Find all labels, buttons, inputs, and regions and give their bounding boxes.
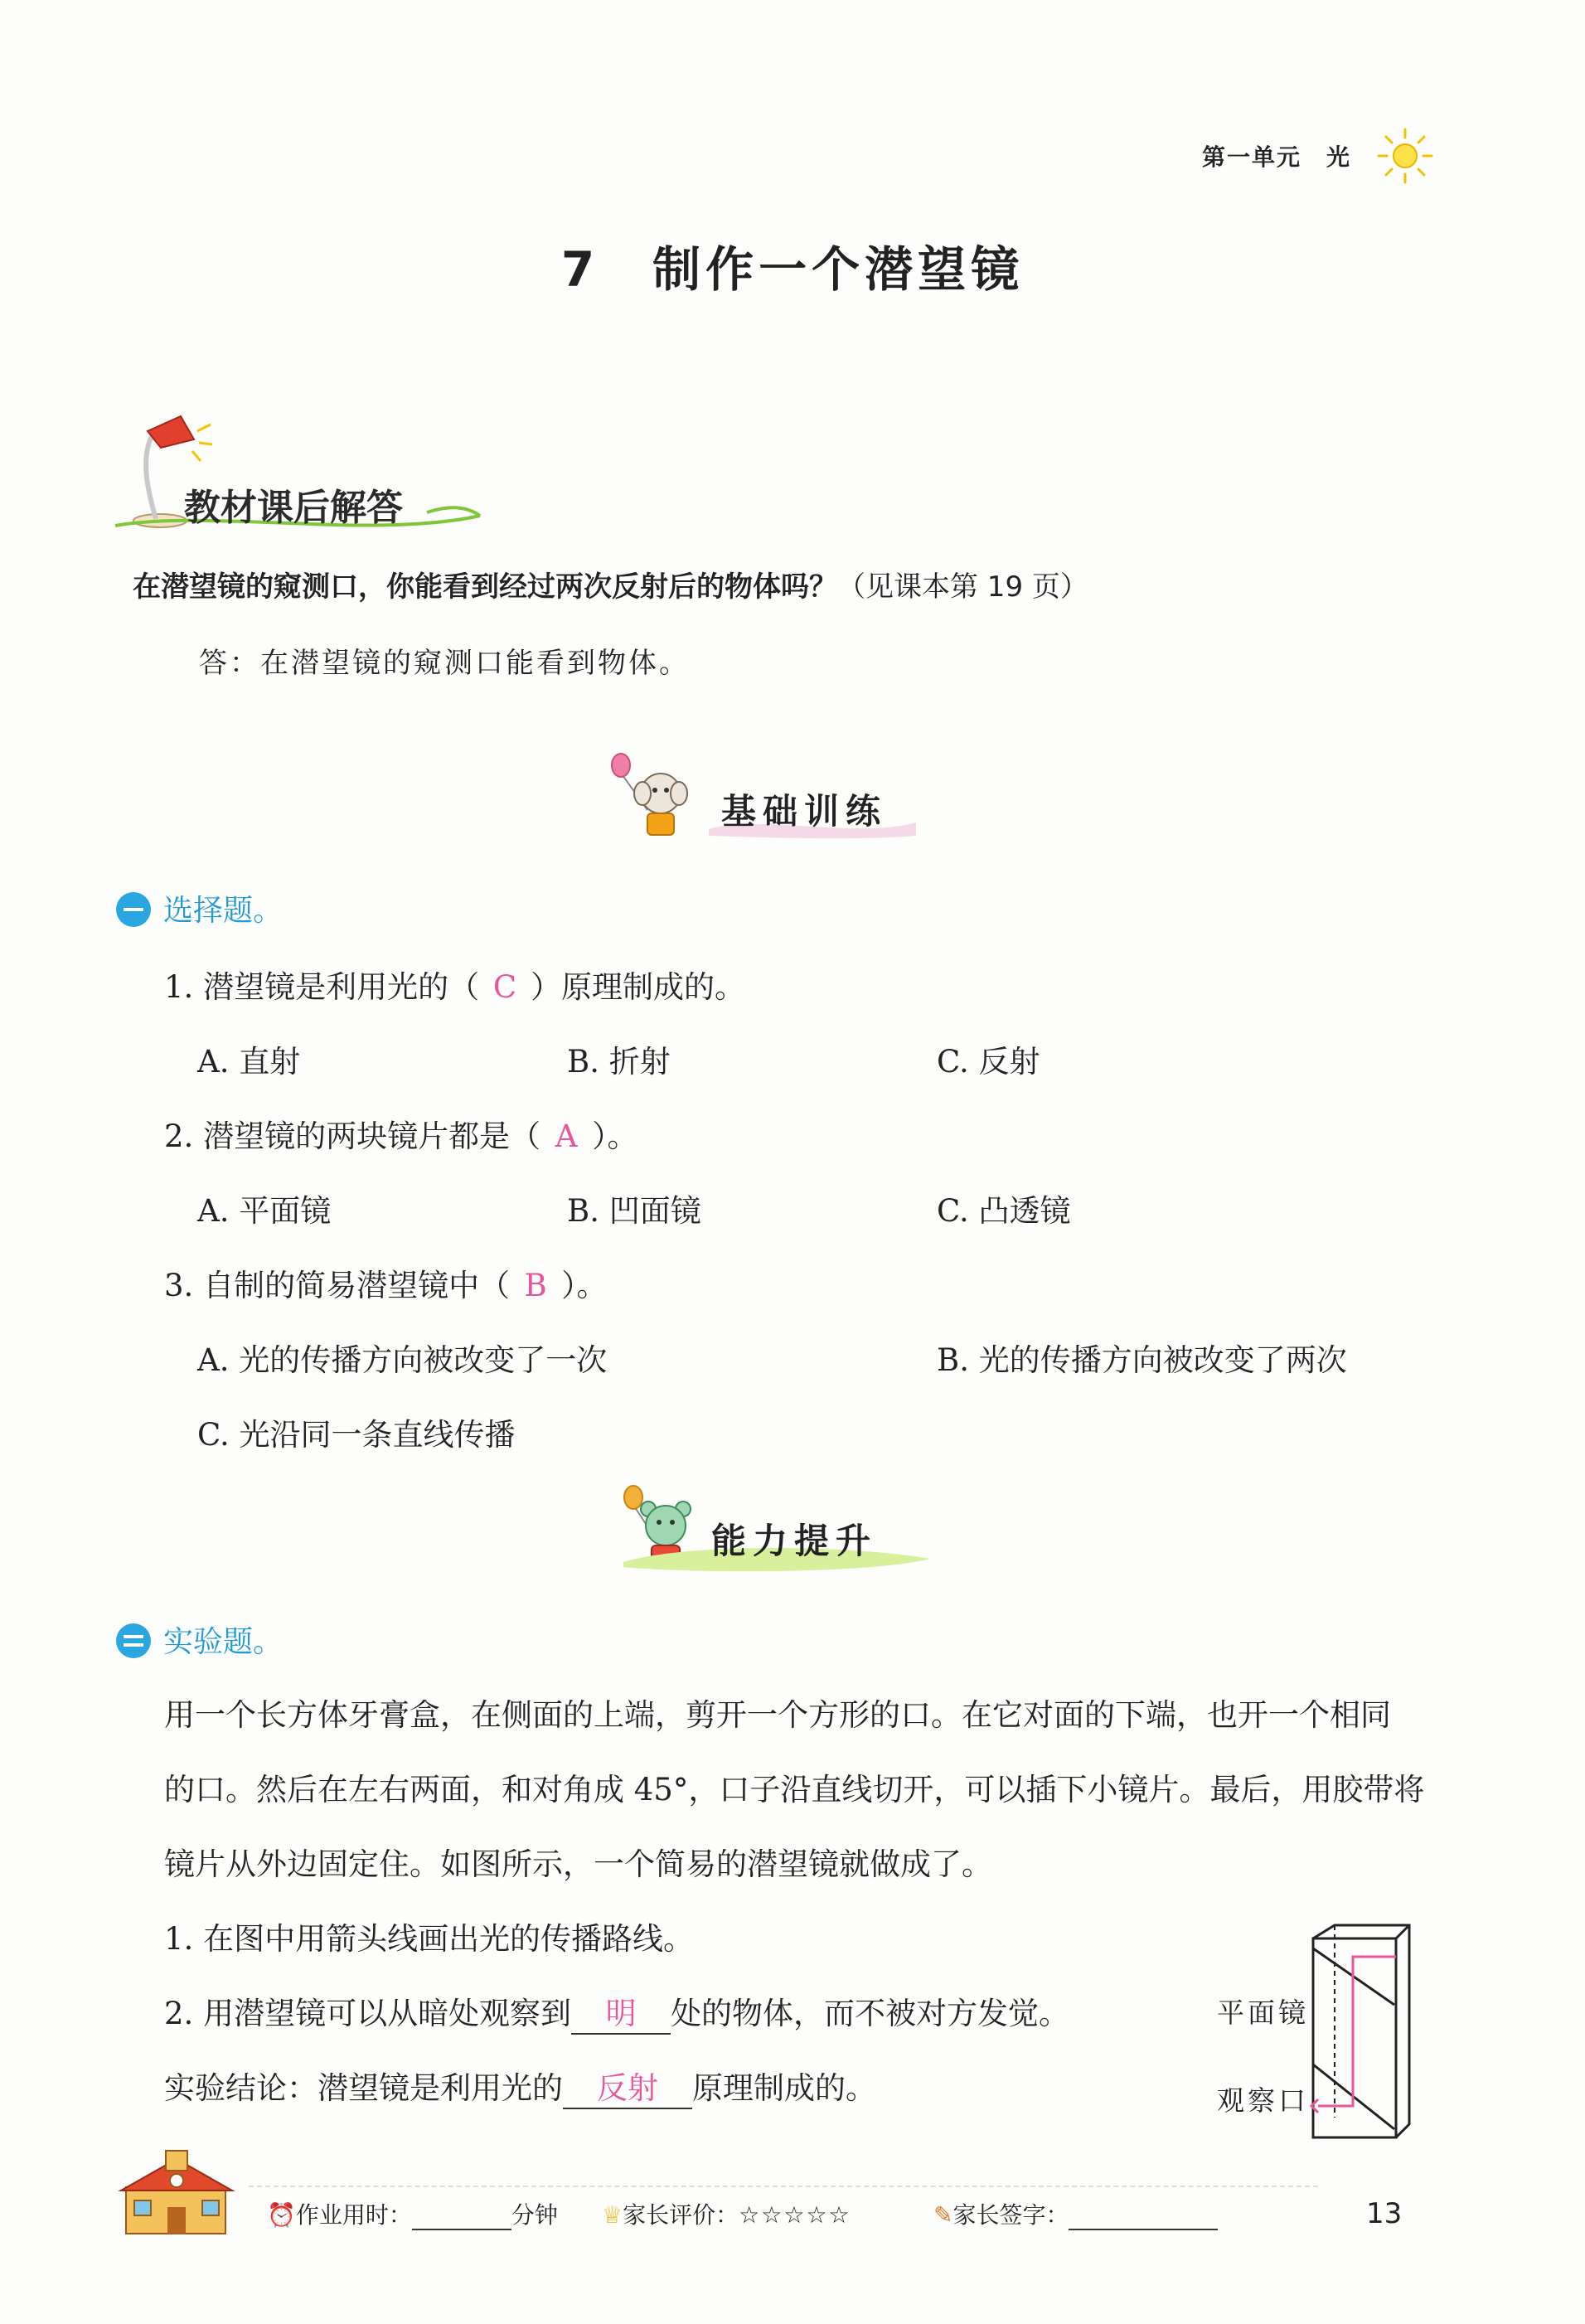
sun-icon: [1372, 123, 1438, 189]
medal-icon: ♕: [602, 2201, 623, 2229]
question-1-stem: 1. 潜望镜是利用光的（: [164, 969, 480, 1005]
question-3: [164, 1260, 608, 1305]
experiment-paragraph-line-2: 的口。然后在左右两面，和对角成 45°，口子沿直线切开，可以插下小镜片。最后，用胶带将: [164, 1772, 1425, 1807]
rating-stars: ☆☆☆☆☆: [739, 2201, 851, 2229]
question-3-stem: 3. 自制的简易潜望镜中（: [164, 1268, 511, 1303]
badge-basic-training: 基础训练: [721, 791, 888, 832]
question-1-stem-end: ）原理制成的。: [531, 969, 746, 1005]
question-2-option-b: B. 凹面镜: [567, 1193, 701, 1229]
question-1-option-a: A. 直射: [197, 1044, 301, 1080]
footer-eval-label: 家长评价：: [623, 2201, 739, 2229]
footer-divider: [249, 2186, 1318, 2187]
question-2-answer: A: [555, 1118, 578, 1154]
question-3-answer: B: [524, 1268, 547, 1303]
question-2-option-a: A. 平面镜: [197, 1193, 332, 1229]
question-1-answer: C: [492, 969, 517, 1005]
footer-sign-blank: [1069, 2201, 1218, 2230]
experiment-item-2-fill: 明: [571, 1988, 671, 2035]
question-2-stem: 2. 潜望镜的两块镜片都是（: [164, 1118, 541, 1154]
section-title-textbook: 教材课后解答: [184, 487, 403, 529]
question-3-stem-end: ）。: [561, 1268, 608, 1303]
footer-signature: [933, 2197, 1218, 2230]
experiment-paragraph-line-3: 镜片从外边固定住。如图所示，一个简易的潜望镜就做成了。: [164, 1846, 992, 1882]
footer-time-unit: 分钟: [511, 2201, 558, 2229]
page-number: 13: [1366, 2197, 1403, 2230]
experiment-conclusion: [164, 2063, 876, 2109]
page-title: 7 制作一个潜望镜: [560, 241, 1025, 298]
experiment-conclusion-text: 实验结论：潜望镜是利用光的: [164, 2070, 563, 2106]
question-2: [164, 1111, 638, 1156]
experiment-conclusion-fill: 反射: [563, 2063, 692, 2109]
question-1-option-c: C. 反射: [937, 1044, 1040, 1080]
footer-time-label: 作业用时：: [295, 2201, 412, 2229]
textbook-question-ref: （见课本第 19 页）: [837, 570, 1088, 604]
diagram-label-mirror: 平面镜: [1217, 1997, 1309, 2029]
footer-time: [267, 2197, 558, 2230]
question-3-option-c: C. 光沿同一条直线传播: [197, 1417, 516, 1453]
alarm-clock-icon: ⏰: [267, 2201, 296, 2229]
experiment-paragraph-line-1: 用一个长方体牙膏盒，在侧面的上端，剪开一个方形的口。在它对面的下端，也开一个相同: [164, 1697, 1391, 1733]
section-label-choice: 选择题。: [163, 894, 284, 928]
footer-sign-label: 家长签字：: [952, 2201, 1069, 2229]
footer-time-blank: [412, 2201, 511, 2230]
experiment-item-1: 1. 在图中用箭头线画出光的传播路线。: [164, 1921, 695, 1957]
experiment-item-2-text: 2. 用潜望镜可以从暗处观察到: [164, 1996, 572, 2031]
question-3-option-b: B. 光的传播方向被改变了两次: [937, 1342, 1347, 1378]
school-house-icon: [114, 2147, 239, 2240]
textbook-question: [133, 564, 1088, 604]
pencil-icon: ✎: [933, 2201, 953, 2229]
diagram-label-window: 观察口: [1217, 2084, 1309, 2117]
question-3-option-a: A. 光的传播方向被改变了一次: [197, 1342, 608, 1378]
question-1-option-b: B. 折射: [567, 1044, 671, 1080]
section-label-experiment: 实验题。: [163, 1625, 284, 1659]
section-number-two: [116, 1623, 151, 1658]
footer-evaluation: [602, 2197, 851, 2230]
question-2-stem-end: ）。: [592, 1118, 638, 1154]
periscope-diagram: [1301, 1922, 1418, 2146]
question-2-option-c: C. 凸透镜: [937, 1193, 1071, 1229]
textbook-question-text: 在潜望镜的窥测口，你能看到经过两次反射后的物体吗？: [133, 570, 837, 604]
section-number-one: [116, 892, 151, 927]
experiment-item-2: [164, 1988, 1069, 2035]
experiment-conclusion-text-end: 原理制成的。: [692, 2070, 876, 2106]
elephant-balloon-icon: [609, 750, 700, 842]
textbook-answer: 答：在潜望镜的窥测口能看到物体。: [199, 647, 690, 680]
badge-ability-improve: 能力提升: [711, 1521, 878, 1561]
unit-header: 第一单元 光: [1202, 143, 1352, 171]
experiment-item-2-text-end: 处的物体，而不被对方发觉。: [671, 1996, 1070, 2031]
question-1: [164, 962, 745, 1007]
